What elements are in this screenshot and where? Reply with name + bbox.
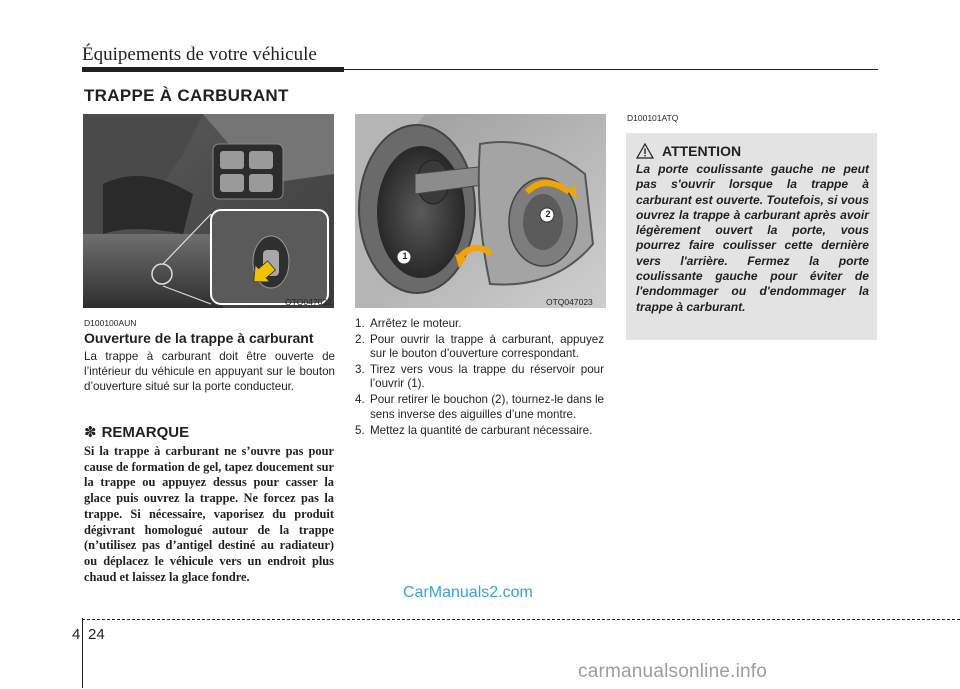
note-asterisk-icon: ✽ xyxy=(84,424,97,441)
callout-2-label: 2 xyxy=(545,209,551,219)
step-item xyxy=(355,393,604,421)
warning-heading xyxy=(636,143,741,159)
note-heading xyxy=(84,423,189,441)
intro-paragraph-text: La trappe à carburant doit être ouverte de l’intérieur du véhicule en appuyant sur le bouton d’ouverture situé sur la porte conducteur. xyxy=(84,350,335,393)
warning-box xyxy=(626,133,877,340)
callout-1-label: 1 xyxy=(402,251,408,261)
footer-divider xyxy=(82,618,83,688)
header-rule xyxy=(82,67,344,72)
section-title: TRAPPE À CARBURANT xyxy=(84,86,289,105)
figure-2-code: OTQ047023 xyxy=(546,297,593,307)
note-title: REMARQUE xyxy=(101,423,190,441)
step-number: 3. xyxy=(355,363,365,377)
step-item xyxy=(355,424,604,438)
step-text: Pour retirer le bouchon (2), tournez-le dans le sens inverse des aiguilles d’une montre. xyxy=(370,393,604,421)
warning-title: ATTENTION xyxy=(662,143,742,159)
page-header-title: Équipements de votre véhicule xyxy=(82,44,317,65)
door-panel-illustration xyxy=(83,114,334,308)
subheading-opening-fuel-door: Ouverture de la trappe à carburant xyxy=(84,330,314,346)
figure-fuel-door-open xyxy=(355,114,606,308)
warning-text: La porte coulissante gauche ne peut pas s'ouvrir lorsque la trappe à carburant est ouverte. Toutefois, si vous ouvrez la trappe à carburant après avoir légèrement ouvert la porte, vous pourrez faire coulisser cette dernière vers l'arrière. Fermez la porte coulissante gauche pour éviter de l'endommager ou d'endommager la trappe à carburant. xyxy=(636,162,869,314)
right-ref-code: D100101ATQ xyxy=(627,113,679,123)
bottom-watermark: carmanualsonline.info xyxy=(578,661,768,682)
step-item xyxy=(355,363,604,391)
warning-triangle-icon xyxy=(636,143,654,159)
site-watermark: CarManuals2.com xyxy=(403,584,533,601)
intro-paragraph xyxy=(84,349,335,394)
note-text: Si la trappe à carburant ne s’ouvre pas pour cause de formation de gel, tapez doucement sur la trappe ou appuyez dessus pour casser la glace puis ouvrez la trappe. Ne forcez pas la trappe. Si nécessaire, vaporisez du produit dégivrant homologué autour de la trappe (n’utilisez pas d’antigel destiné au radiateur) ou déplacez le véhicule vers un endroit plus chaud et laissez la glace fondre. xyxy=(84,444,334,584)
page-number: 24 xyxy=(88,626,105,643)
section-number: 4 xyxy=(72,626,81,643)
figure-door-release-button xyxy=(83,114,334,308)
figure-1-code: OTQ047022 xyxy=(285,297,332,307)
step-text: Tirez vers vous la trappe du réservoir pour l’ouvrir (1). xyxy=(370,363,604,391)
step-number: 5. xyxy=(355,423,365,437)
footer-rule xyxy=(82,619,960,620)
header-rule-thin xyxy=(344,69,878,70)
step-text: Pour ouvrir la trappe à carburant, appuyez sur le bouton d’ouverture correspondant. xyxy=(370,333,604,361)
step-text: Arrêtez le moteur. xyxy=(370,317,462,330)
step-number: 2. xyxy=(355,333,365,346)
fuel-door-illustration xyxy=(355,114,606,308)
step-text: Mettez la quantité de carburant nécessaire. xyxy=(370,423,593,437)
step-item xyxy=(355,333,604,361)
steps-list xyxy=(355,317,604,440)
step-number: 1. xyxy=(355,317,365,330)
step-number: 4. xyxy=(355,393,365,407)
step-item xyxy=(355,317,604,331)
left-ref-code: D100100AUN xyxy=(84,318,137,328)
